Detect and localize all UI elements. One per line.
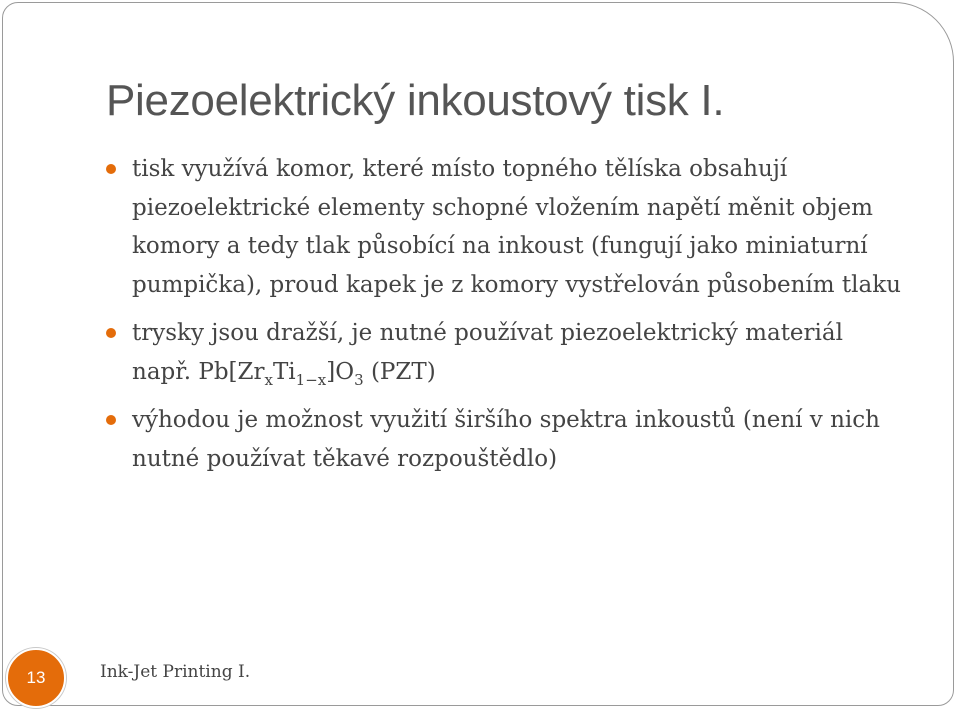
bullet-text-part: Ti xyxy=(272,358,296,385)
bullet-text: výhodou je možnost využití širšího spektra inkoustů (není v nich nutné používat těkavé rozpouštědlo) xyxy=(132,407,880,472)
slide-number: 13 xyxy=(26,668,46,687)
bullet-text: tisk využívá komor, které místo topného tělíska obsahují piezoelektrické elementy schopné vložením napětí měnit objem komory a tedy tlak působící na inkoust (fungují jako miniaturní pumpička), proud kapek je z komory vystřelován působením tlaku xyxy=(132,156,901,298)
bullet-item xyxy=(106,150,906,304)
bullet-text-part: trysky jsou dražší, je nutné používat piezoelektrický materiál např. Pb[Zr xyxy=(132,320,843,385)
bullet-item xyxy=(106,314,906,391)
footer-caption: Ink-Jet Printing I. xyxy=(100,662,251,682)
bullet-dot-icon xyxy=(106,328,116,338)
subscript: 1−x xyxy=(295,370,327,389)
bullet-text-part: ]O xyxy=(326,358,355,385)
subscript: x xyxy=(264,370,273,389)
bullet-dot-icon xyxy=(106,415,116,425)
slide-number-badge xyxy=(6,648,66,708)
bullet-item xyxy=(106,401,906,478)
slide-title: Piezoelektrický inkoustový tisk I. xyxy=(106,76,725,125)
bullet-list xyxy=(106,150,906,488)
bullet-text xyxy=(132,320,843,389)
bullet-text-part: (PZT) xyxy=(363,358,436,385)
bullet-dot-icon xyxy=(106,164,116,174)
subscript: 3 xyxy=(354,370,364,389)
